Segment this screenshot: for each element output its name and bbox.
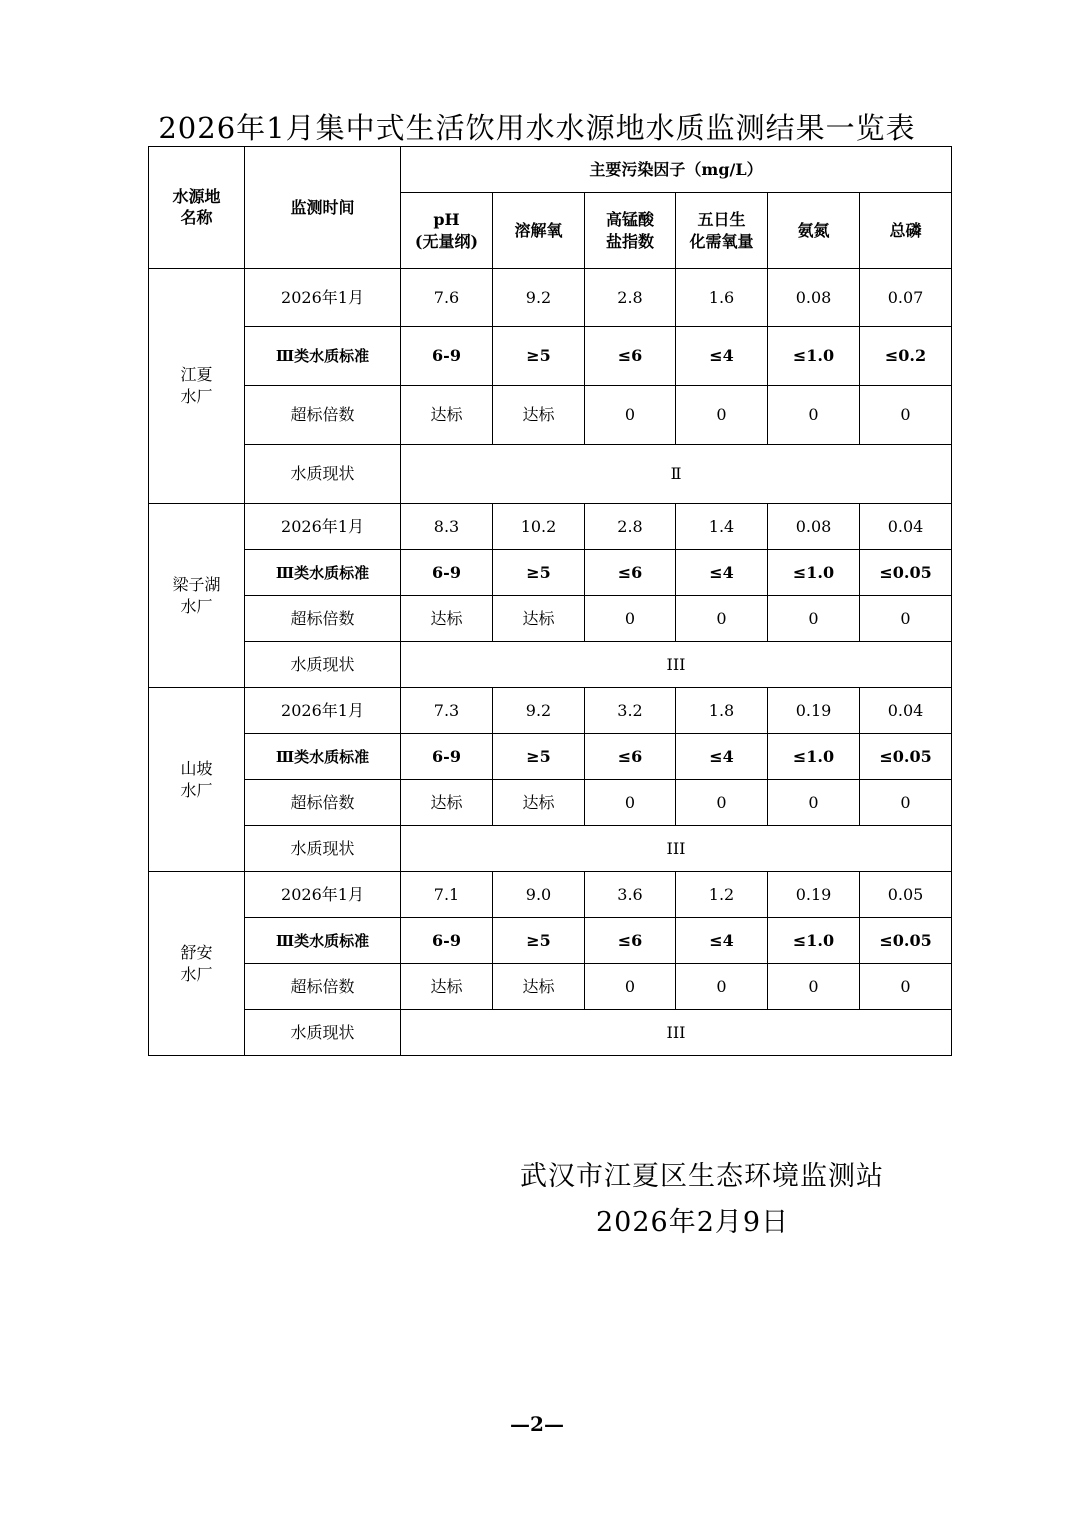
standard-label: Ⅲ类水质标准	[245, 734, 401, 780]
measured-value: 1.8	[676, 688, 768, 734]
measured-value: 1.2	[676, 872, 768, 918]
standard-row	[149, 918, 952, 964]
monitor-date: 2026年1月	[245, 504, 401, 550]
measured-value: 0.05	[860, 872, 952, 918]
header-col-codmn: 高锰酸 盐指数	[585, 193, 676, 269]
measured-value: 7.3	[401, 688, 493, 734]
status-label: 水质现状	[245, 826, 401, 872]
page-title: 2026年1月集中式生活饮用水水源地水质监测结果一览表	[158, 111, 916, 145]
data-row	[149, 688, 952, 734]
status-row	[149, 826, 952, 872]
exceed-value: 0	[768, 780, 860, 826]
header-col-do: 溶解氧	[493, 193, 585, 269]
exceed-value: 0	[860, 964, 952, 1010]
status-row	[149, 1010, 952, 1056]
standard-value: ≥5	[493, 734, 585, 780]
signature-date: 2026年2月9日	[596, 1207, 790, 1238]
standard-value: 6-9	[401, 918, 493, 964]
exceed-label: 超标倍数	[245, 386, 401, 445]
source-name: 舒安 水厂	[149, 872, 245, 1056]
exceed-value: 达标	[493, 386, 585, 445]
standard-value: ≤4	[676, 327, 768, 386]
exceed-value: 达标	[493, 780, 585, 826]
data-row	[149, 872, 952, 918]
measured-value: 0.07	[860, 269, 952, 327]
exceed-value: 0	[585, 386, 676, 445]
standard-value: ≤1.0	[768, 327, 860, 386]
status-value: III	[401, 1010, 952, 1056]
monitor-date: 2026年1月	[245, 688, 401, 734]
status-value: Ⅱ	[401, 445, 952, 504]
exceed-value: 0	[860, 596, 952, 642]
standard-value: ≤6	[585, 918, 676, 964]
standard-label: Ⅲ类水质标准	[245, 327, 401, 386]
exceed-row	[149, 964, 952, 1010]
standard-value: ≤4	[676, 918, 768, 964]
status-row	[149, 445, 952, 504]
source-name: 江夏 水厂	[149, 269, 245, 504]
standard-value: 6-9	[401, 734, 493, 780]
measured-value: 8.3	[401, 504, 493, 550]
measured-value: 0.04	[860, 504, 952, 550]
standard-value: ≤0.05	[860, 734, 952, 780]
header-row-1	[149, 147, 952, 193]
exceed-value: 达标	[401, 780, 493, 826]
exceed-label: 超标倍数	[245, 964, 401, 1010]
signature-org: 武汉市江夏区生态环境监测站	[520, 1161, 884, 1192]
exceed-label: 超标倍数	[245, 780, 401, 826]
status-value: III	[401, 642, 952, 688]
measured-value: 1.4	[676, 504, 768, 550]
monitor-date: 2026年1月	[245, 269, 401, 327]
standard-value: ≤0.2	[860, 327, 952, 386]
standard-value: ≤1.0	[768, 918, 860, 964]
header-col-ph: pH (无量纲)	[401, 193, 493, 269]
measured-value: 2.8	[585, 504, 676, 550]
standard-value: ≤0.05	[860, 550, 952, 596]
standard-value: ≤1.0	[768, 734, 860, 780]
status-label: 水质现状	[245, 642, 401, 688]
standard-value: ≤1.0	[768, 550, 860, 596]
header-col-nh3n: 氨氮	[768, 193, 860, 269]
standard-value: ≤0.05	[860, 918, 952, 964]
header-source-name: 水源地名称	[149, 147, 245, 269]
header-pollutants: 主要污染因子（mg/L）	[401, 147, 952, 193]
exceed-value: 达标	[493, 964, 585, 1010]
measured-value: 0.08	[768, 269, 860, 327]
status-row	[149, 642, 952, 688]
header-col-tp: 总磷	[860, 193, 952, 269]
exceed-value: 0	[676, 596, 768, 642]
exceed-row	[149, 780, 952, 826]
standard-value: ≥5	[493, 327, 585, 386]
measured-value: 3.6	[585, 872, 676, 918]
status-value: III	[401, 826, 952, 872]
page-number: —2—	[510, 1412, 564, 1436]
standard-row	[149, 734, 952, 780]
measured-value: 0.04	[860, 688, 952, 734]
measured-value: 7.6	[401, 269, 493, 327]
measured-value: 0.19	[768, 872, 860, 918]
exceed-value: 0	[676, 780, 768, 826]
exceed-value: 0	[676, 964, 768, 1010]
exceed-value: 0	[860, 780, 952, 826]
measured-value: 9.0	[493, 872, 585, 918]
exceed-value: 0	[768, 964, 860, 1010]
exceed-row	[149, 386, 952, 445]
measured-value: 3.2	[585, 688, 676, 734]
exceed-value: 0	[585, 964, 676, 1010]
standard-row	[149, 327, 952, 386]
exceed-value: 达标	[401, 596, 493, 642]
water-quality-table	[148, 146, 952, 1056]
header-monitor-time: 监测时间	[245, 147, 401, 269]
exceed-value: 0	[585, 780, 676, 826]
standard-value: 6-9	[401, 550, 493, 596]
standard-value: ≤6	[585, 550, 676, 596]
measured-value: 7.1	[401, 872, 493, 918]
measured-value: 10.2	[493, 504, 585, 550]
exceed-value: 达标	[401, 386, 493, 445]
source-name: 山坡 水厂	[149, 688, 245, 872]
status-label: 水质现状	[245, 445, 401, 504]
data-row	[149, 504, 952, 550]
measured-value: 9.2	[493, 269, 585, 327]
monitor-date: 2026年1月	[245, 872, 401, 918]
exceed-value: 0	[860, 386, 952, 445]
status-label: 水质现状	[245, 1010, 401, 1056]
exceed-row	[149, 596, 952, 642]
exceed-value: 达标	[493, 596, 585, 642]
measured-value: 0.19	[768, 688, 860, 734]
measured-value: 0.08	[768, 504, 860, 550]
exceed-value: 0	[676, 386, 768, 445]
measured-value: 9.2	[493, 688, 585, 734]
exceed-label: 超标倍数	[245, 596, 401, 642]
standard-value: 6-9	[401, 327, 493, 386]
standard-value: ≤4	[676, 734, 768, 780]
standard-value: ≥5	[493, 918, 585, 964]
measured-value: 1.6	[676, 269, 768, 327]
exceed-value: 0	[585, 596, 676, 642]
source-name: 梁子湖 水厂	[149, 504, 245, 688]
standard-label: Ⅲ类水质标准	[245, 550, 401, 596]
exceed-value: 达标	[401, 964, 493, 1010]
header-col-bod5: 五日生 化需氧量	[676, 193, 768, 269]
standard-value: ≤4	[676, 550, 768, 596]
standard-value: ≤6	[585, 734, 676, 780]
standard-label: Ⅲ类水质标准	[245, 918, 401, 964]
standard-value: ≥5	[493, 550, 585, 596]
measured-value: 2.8	[585, 269, 676, 327]
exceed-value: 0	[768, 386, 860, 445]
standard-value: ≤6	[585, 327, 676, 386]
standard-row	[149, 550, 952, 596]
exceed-value: 0	[768, 596, 860, 642]
data-row	[149, 269, 952, 327]
